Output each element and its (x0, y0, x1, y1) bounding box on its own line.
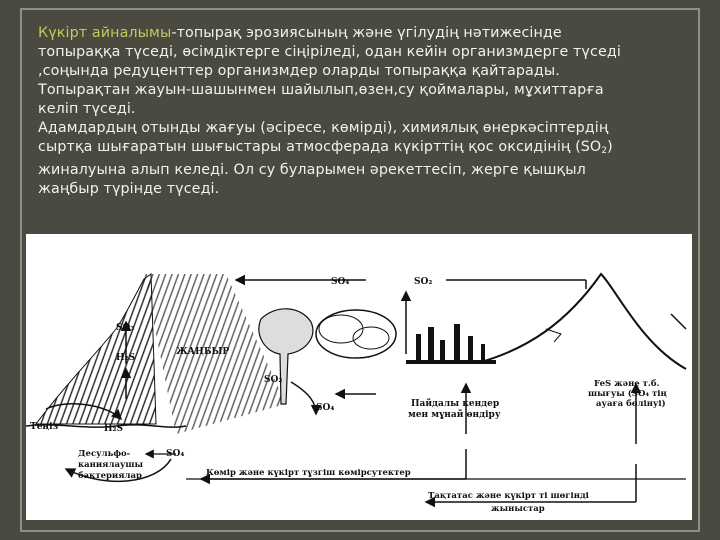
arrow-mountain-right (671, 314, 686, 329)
coal-label: Көмір және күкірт тұзгіш көмірсутектер (206, 468, 411, 478)
text-line-2: топыраққа түседі, өсімдіктерге сіңіріледі, одан кейін организмдерге түседі (38, 44, 621, 60)
sulfur-cycle-diagram (26, 234, 692, 520)
h2s-label: H₂S (116, 353, 135, 363)
so2-label-top: SO₂ (414, 277, 433, 287)
diagram-svg (26, 234, 692, 520)
text-line-4: Топырақтан жауын-шашынмен шайылып,өзен,су қоймалары, мұхиттарға (38, 82, 604, 98)
bacteria-label-3: бактериялар (78, 471, 142, 481)
rain-label: ЖАҢБЫР (176, 347, 230, 357)
h2s-bottom-label: H₂S (104, 424, 123, 434)
sea-label: Теңіз (30, 422, 59, 432)
rocks-label-2: жыныстар (491, 504, 545, 514)
fes-label-2: шығуы (SO₄ тің (588, 389, 667, 399)
highlight-term: Күкірт айналымы (38, 25, 172, 41)
text-line-7 (38, 138, 688, 161)
so2-subscript: 2 (601, 146, 608, 156)
text-line-1 (38, 24, 688, 43)
so4-bottom-label: SO₄ (166, 449, 185, 459)
so4-label-top-left: SO₄ (331, 277, 350, 287)
text-line-6: Адамдардың отынды жағуы (әсіресе, көмірді), химиялық өнеркәсіптердің (38, 120, 609, 136)
minerals-label-1: Пайдалы кендер (411, 399, 500, 409)
text-line-8: жиналуына алып келеді. Ол су буларымен әрекеттесіп, жерге қышқыл (38, 162, 586, 178)
land-hill (36, 274, 156, 424)
so3-label: SO₃ (116, 323, 135, 333)
text-line-7-b: ) (607, 139, 613, 155)
fes-label-3: ауаға бөлінуі) (596, 399, 666, 409)
so4-label-mid: SO₄ (316, 403, 335, 413)
bacteria-label-1: Десульфо- (78, 449, 131, 459)
text-line-3: ,соңында редуценттер организмдер оларды топыраққа қайтарады. (38, 63, 560, 79)
text-line-1-rest: -топырақ эрозиясының және үгілудің нәтижесінде (171, 25, 562, 41)
bacteria-label-2: каниялаушы (78, 460, 144, 470)
fes-label-1: FeS және т.б. (594, 379, 660, 389)
text-line-5: келіп түседі. (38, 101, 136, 117)
so2-label-mid: SO₂ (264, 375, 283, 385)
arrow-so2-down (291, 382, 316, 414)
factory-icon (406, 324, 496, 364)
mountain (481, 274, 686, 369)
text-line-7-a: сыртқа шығаратын шығыстары атмосферада күкірттің қос оксидінің (SO (38, 139, 602, 155)
slide-text (38, 24, 688, 199)
rocks-label-1: Тақтатас және күкірт ті шөгінді (428, 491, 589, 501)
text-line-9: жаңбыр түрінде түседі. (38, 181, 220, 197)
minerals-label-2: мен мұнай өндіру (408, 410, 501, 420)
